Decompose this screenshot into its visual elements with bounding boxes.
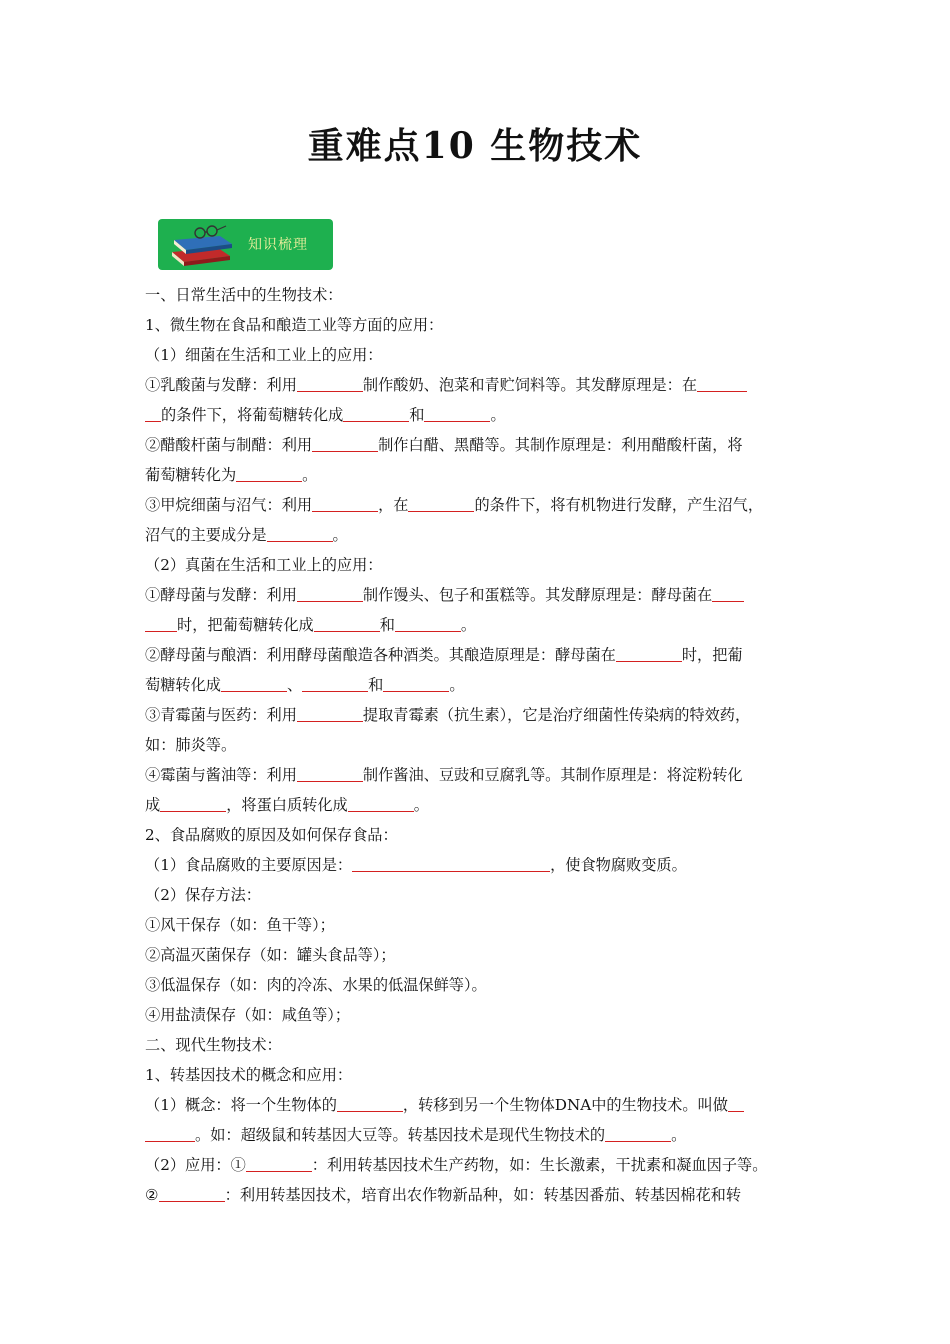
answer-blank[interactable] (236, 466, 302, 482)
section-heading: 二、现代生物技术： (145, 1036, 282, 1054)
answer-blank[interactable] (312, 496, 378, 512)
answer-blank[interactable] (312, 436, 378, 452)
answer-blank[interactable] (314, 616, 380, 632)
answer-blank[interactable] (424, 406, 490, 422)
answer-blank[interactable] (395, 616, 461, 632)
books-icon (164, 222, 236, 268)
text-line: 如：肺炎等。 (145, 736, 237, 754)
answer-blank[interactable] (159, 1186, 225, 1202)
text-line: ③青霉菌与医药：利用 提取青霉素（抗生素），它是治疗细菌性传染病的特效药， (145, 706, 751, 724)
answer-blank[interactable] (297, 706, 363, 722)
answer-blank[interactable] (297, 586, 363, 602)
text-line: 葡萄糖转化为 。 (145, 466, 318, 484)
answer-blank[interactable] (337, 1096, 403, 1112)
list-item: ④用盐渍保存（如：咸鱼等）； (145, 1006, 351, 1024)
text-line: （2）应用：① ：利用转基因技术生产药物，如：生长激素，干扰素和凝血因子等。 (145, 1156, 768, 1174)
answer-blank[interactable] (145, 616, 177, 632)
text-line: ①酵母菌与发酵：利用 制作馒头、包子和蛋糕等。其发酵原理是：酵母菌在 (145, 580, 817, 610)
subsection-heading: （1）细菌在生活和工业上的应用： (145, 346, 383, 364)
answer-blank[interactable] (246, 1156, 312, 1172)
answer-blank[interactable] (267, 526, 333, 542)
text-line: ③甲烷细菌与沼气：利用 ，在 的条件下，将有机物进行发酵，产生沼气， (145, 496, 763, 514)
subsection-heading: 2、食品腐败的原因及如何保存食品： (145, 826, 398, 844)
text-line: ①乳酸菌与发酵：利用 制作酸奶、泡菜和青贮饲料等。其发酵原理是：在 (145, 370, 817, 400)
text-line: ②酵母菌与酿酒：利用酵母菌酿造各种酒类。其酿造原理是：酵母菌在 时，把葡 (145, 646, 743, 664)
list-item: ①风干保存（如：鱼干等）； (145, 916, 335, 934)
answer-blank[interactable] (145, 1126, 195, 1142)
text-line: （1）食品腐败的主要原因是： ，使食物腐败变质。 (145, 856, 687, 874)
answer-blank[interactable] (408, 496, 474, 512)
subsection-heading: 1、微生物在食品和酿造工业等方面的应用： (145, 316, 444, 334)
answer-blank[interactable] (160, 796, 226, 812)
answer-blank[interactable] (697, 376, 747, 392)
text-line: ②醋酸杆菌与制醋：利用 制作白醋、黑醋等。其制作原理是：利用醋酸杆菌，将 (145, 436, 743, 454)
badge-label: 知识梳理 (248, 237, 308, 253)
answer-blank[interactable] (728, 1096, 744, 1112)
answer-blank[interactable] (348, 796, 414, 812)
text-line: 时，把葡萄糖转化成 和 。 (145, 610, 817, 640)
answer-blank[interactable] (605, 1126, 671, 1142)
text-line: 。如：超级鼠和转基因大豆等。转基因技术是现代生物技术的 。 (145, 1120, 817, 1150)
subsection-heading: （2）真菌在生活和工业上的应用： (145, 556, 383, 574)
answer-blank[interactable] (297, 376, 363, 392)
text-line: 成 ，将蛋白质转化成 。 (145, 796, 429, 814)
answer-blank[interactable] (302, 676, 368, 692)
text-line: ④霉菌与酱油等：利用 制作酱油、豆豉和豆腐乳等。其制作原理是：将淀粉转化 (145, 766, 743, 784)
answer-blank[interactable] (352, 856, 550, 872)
text-line: （2）保存方法： (145, 886, 261, 904)
text-line: 沼气的主要成分是 。 (145, 526, 348, 544)
subsection-heading: 1、转基因技术的概念和应用： (145, 1066, 353, 1084)
text-line: 的条件下，将葡萄糖转化成 和 。 (145, 400, 817, 430)
section-heading: 一、日常生活中的生物技术： (145, 286, 343, 304)
answer-blank[interactable] (383, 676, 449, 692)
answer-blank[interactable] (221, 676, 287, 692)
knowledge-content (145, 280, 817, 1210)
answer-blank[interactable] (712, 586, 744, 602)
answer-blank[interactable] (145, 406, 161, 422)
text-line: ② ：利用转基因技术，培育出农作物新品种，如：转基因番茄、转基因棉花和转 (145, 1186, 741, 1204)
text-line: （1）概念：将一个生物体的 ，转移到另一个生物体DNA中的生物技术。叫做 (145, 1090, 817, 1120)
list-item: ②高温灭菌保存（如：罐头食品等）； (145, 946, 396, 964)
knowledge-badge (158, 219, 333, 270)
page-title: 重难点10 生物技术 (307, 125, 643, 167)
answer-blank[interactable] (616, 646, 682, 662)
answer-blank[interactable] (297, 766, 363, 782)
answer-blank[interactable] (343, 406, 409, 422)
list-item: ③低温保存（如：肉的冷冻、水果的低温保鲜等）。 (145, 976, 487, 994)
text-line: 萄糖转化成 、 和 。 (145, 676, 465, 694)
